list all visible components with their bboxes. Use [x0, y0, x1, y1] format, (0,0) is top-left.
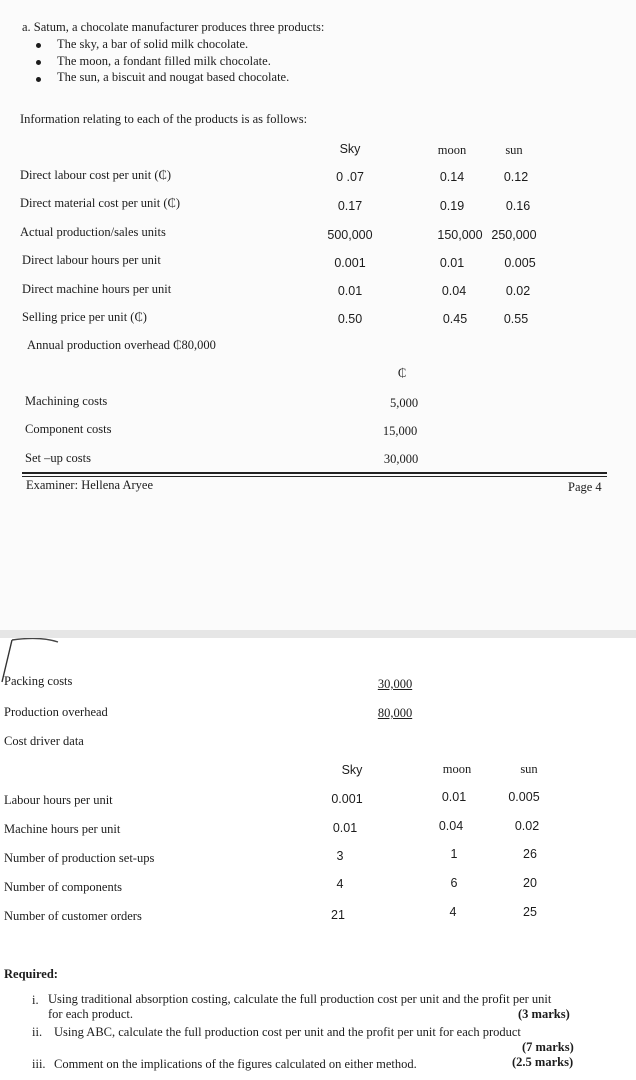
row-label-machine-hours: Direct machine hours per unit — [22, 282, 172, 296]
cell-sun: 0.55 — [503, 312, 529, 326]
cell-sun: 0.005 — [504, 256, 536, 270]
cell-production-overhead: 80,000 — [377, 706, 413, 720]
cell-sky: 500,000 — [327, 228, 373, 242]
row-label-production-units: Actual production/sales units — [20, 225, 166, 239]
row-label-setup: Set –up costs — [25, 451, 91, 465]
page-number: Page 4 — [568, 480, 602, 494]
cell-moon: 0.01 — [441, 790, 467, 804]
cell-sky: 0.001 — [331, 792, 363, 806]
bullet-icon — [36, 77, 41, 82]
required-item-text: for each product. — [48, 1007, 134, 1021]
cell-sun: 25 — [523, 905, 537, 919]
cell-sky: 0.001 — [334, 256, 366, 270]
row-label-machine-hours: Machine hours per unit — [4, 822, 121, 836]
cell-sun: 0.005 — [508, 790, 540, 804]
product-bullet-sun: The sun, a biscuit and nougat based chocolate. — [57, 70, 290, 84]
cell-moon: 6 — [450, 876, 458, 890]
required-item-num: i. — [32, 993, 39, 1007]
required-item-marks: (3 marks) — [518, 1007, 570, 1021]
col-header-moon: moon — [442, 762, 472, 776]
cell-moon: 1 — [450, 847, 458, 861]
row-label-labour-hours: Direct labour hours per unit — [22, 253, 161, 267]
bullet-icon — [36, 60, 41, 65]
cell-sky: 21 — [331, 908, 345, 922]
row-label-component: Component costs — [25, 422, 112, 436]
required-item-marks: (7 marks) — [522, 1040, 574, 1054]
cell-moon: 0.45 — [442, 312, 468, 326]
bullet-icon — [36, 43, 41, 48]
page-5 — [0, 638, 636, 1080]
required-item-marks: (2.5 marks) — [512, 1055, 574, 1069]
cell-sky: 0.17 — [337, 199, 363, 213]
row-label-production-overhead: Production overhead — [4, 705, 108, 719]
col-header-sky: Sky — [341, 763, 363, 777]
row-label-packing: Packing costs — [4, 674, 73, 688]
footer-rule-thin — [22, 476, 607, 477]
cell-moon: 0.19 — [439, 199, 465, 213]
cell-sun: 20 — [523, 876, 537, 890]
cost-driver-heading: Cost driver data — [4, 734, 84, 748]
cell-sun: 0.16 — [505, 199, 531, 213]
cell-setup: 30,000 — [383, 452, 419, 466]
col-header-moon: moon — [437, 143, 467, 157]
required-item-num: ii. — [32, 1025, 43, 1039]
cell-moon: 0.04 — [441, 284, 467, 298]
required-item-text: Using ABC, calculate the full production cost per unit and the profit per unit for each product — [54, 1025, 521, 1039]
required-item-text: Comment on the implications of the figures calculated on either method. — [54, 1057, 417, 1071]
cell-moon: 0.01 — [439, 256, 465, 270]
cell-sky: 0.50 — [337, 312, 363, 326]
row-label-machining: Machining costs — [25, 394, 108, 408]
cell-moon: 150,000 — [437, 228, 483, 242]
footer-rule — [22, 472, 607, 474]
cell-component: 15,000 — [382, 424, 418, 438]
required-heading: Required: — [4, 967, 58, 981]
cell-sun: 0.02 — [505, 284, 531, 298]
required-item-text: Using traditional absorption costing, calculate the full production cost per unit and the profit per unit — [48, 992, 552, 1006]
row-label-selling-price: Selling price per unit (₵) — [22, 310, 147, 324]
row-label-material-cost: Direct material cost per unit (₵) — [20, 196, 181, 210]
row-label-setups: Number of production set-ups — [4, 851, 155, 865]
annual-overhead-note: Annual production overhead ₵80,000 — [27, 338, 216, 352]
row-label-labour-hours: Labour hours per unit — [4, 793, 113, 807]
cell-sun: 250,000 — [491, 228, 537, 242]
cell-moon: 4 — [449, 905, 457, 919]
cell-sky: 0.01 — [332, 821, 358, 835]
cell-moon: 0.04 — [438, 819, 464, 833]
col-header-sun: sun — [520, 762, 538, 776]
product-bullet-sky: The sky, a bar of solid milk chocolate. — [57, 37, 249, 51]
info-heading: Information relating to each of the products is as follows: — [20, 112, 308, 126]
currency-header: ₵ — [397, 366, 407, 380]
cell-sky: 3 — [336, 849, 344, 863]
product-bullet-moon: The moon, a fondant filled milk chocolate. — [57, 54, 271, 68]
row-label-customer-orders: Number of customer orders — [4, 909, 142, 923]
page-gap — [0, 630, 636, 638]
cell-machining: 5,000 — [389, 396, 419, 410]
cell-sun: 0.02 — [514, 819, 540, 833]
cell-sun: 0.12 — [503, 170, 529, 184]
cell-sky: 4 — [336, 877, 344, 891]
col-header-sky: Sky — [339, 142, 361, 156]
row-label-components: Number of components — [4, 880, 123, 894]
cell-sky: 0.01 — [337, 284, 363, 298]
question-intro: a. Satum, a chocolate manufacturer produces three products: — [22, 20, 325, 34]
cell-sky: 0 .07 — [336, 170, 364, 184]
cell-packing: 30,000 — [377, 677, 413, 691]
required-item-num: iii. — [32, 1057, 46, 1071]
examiner-name: Examiner: Hellena Aryee — [26, 478, 154, 492]
cell-moon: 0.14 — [439, 170, 465, 184]
col-header-sun: sun — [505, 143, 523, 157]
row-label-labour-cost: Direct labour cost per unit (₵) — [20, 168, 171, 182]
cell-sun: 26 — [523, 847, 537, 861]
